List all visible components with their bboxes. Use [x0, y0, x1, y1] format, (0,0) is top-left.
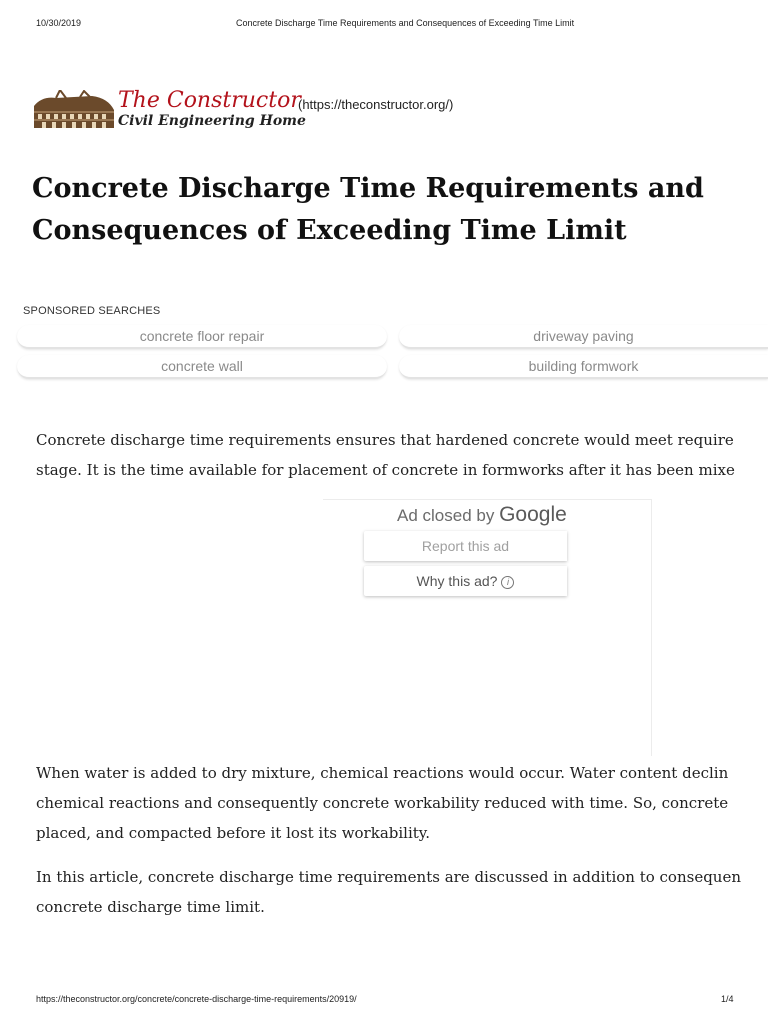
google-wordmark: Google — [499, 503, 567, 526]
logo-tagline: Civil Engineering Home — [118, 113, 306, 129]
logo-brand: The Constructor — [118, 88, 301, 113]
paragraph-water — [36, 758, 756, 848]
sponsored-item-concrete-wall[interactable]: concrete wall — [17, 355, 387, 379]
logo-url[interactable]: (https://theconstructor.org/) — [298, 97, 454, 112]
paragraph-intro — [36, 425, 756, 485]
article-title: Concrete Discharge Time Requirements and Consequences of Exceeding Time Limit — [32, 173, 704, 246]
ad-closed-text: Ad closed by — [397, 506, 495, 525]
info-icon: i — [501, 576, 514, 589]
paragraph-line: When water is added to dry mixture, chemical reactions would occur. Water content declin — [36, 764, 729, 782]
page-number: 1/4 — [721, 994, 734, 1004]
paragraph-line: concrete discharge time limit. — [36, 898, 265, 916]
sponsored-item-building-formwork[interactable]: building formwork — [399, 355, 768, 379]
sponsored-label: SPONSORED SEARCHES — [23, 305, 161, 317]
sponsored-item-concrete-floor-repair[interactable]: concrete floor repair — [17, 325, 387, 349]
paragraph-line: Concrete discharge time requirements ensures that hardened concrete would meet require — [36, 431, 734, 449]
paragraph-line: stage. It is the time available for placement of concrete in formworks after it has been mixe — [36, 461, 735, 479]
paragraph-line: chemical reactions and consequently concrete workability reduced with time. So, concrete — [36, 794, 729, 812]
why-this-ad-button[interactable] — [364, 566, 567, 596]
sponsored-item-driveway-paving[interactable]: driveway paving — [399, 325, 768, 349]
paragraph-line: In this article, concrete discharge time requirements are discussed in addition to consequen — [36, 868, 741, 886]
footer-url: https://theconstructor.org/concrete/concrete-discharge-time-requirements/20919/ — [36, 994, 357, 1004]
colosseum-logo-icon — [32, 90, 116, 130]
paragraph-article-scope — [36, 862, 756, 922]
report-ad-button[interactable]: Report this ad — [364, 531, 567, 561]
site-logo[interactable] — [32, 88, 472, 132]
why-this-ad-label: Why this ad? — [416, 573, 498, 589]
ad-closed-label — [397, 503, 567, 527]
print-date: 10/30/2019 — [36, 18, 82, 28]
paragraph-line: placed, and compacted before it lost its workability. — [36, 824, 431, 842]
print-header — [0, 18, 768, 30]
print-footer — [0, 994, 768, 1006]
print-title: Concrete Discharge Time Requirements and Consequences of Exceeding Time Limit — [236, 18, 575, 28]
